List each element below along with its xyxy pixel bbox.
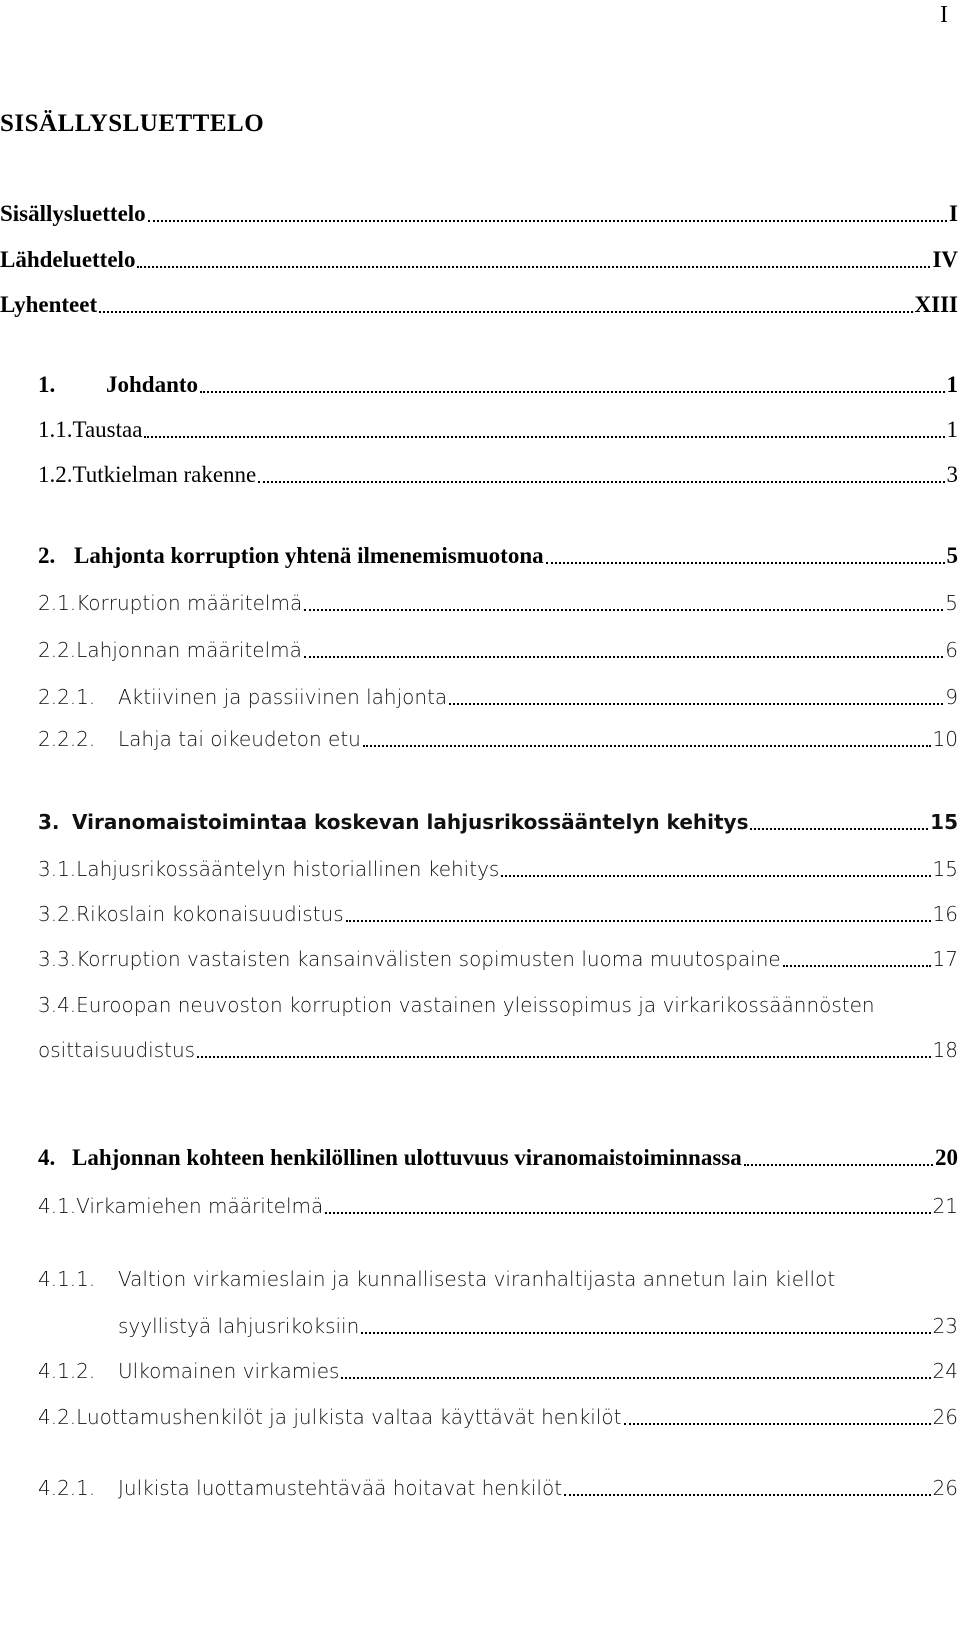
toc-entry-page: 3: [946, 462, 958, 487]
toc-entry-number: 2.2.2.: [38, 727, 96, 751]
toc-entry-3-2[interactable]: [0, 900, 958, 928]
toc-entry-page: 16: [932, 902, 958, 926]
toc-entry-number: 4.1.: [38, 1194, 77, 1218]
toc-entry-2[interactable]: [0, 542, 958, 570]
toc-entry-page: IV: [932, 247, 958, 272]
toc-entry-3-4[interactable]: [0, 991, 958, 1019]
toc-entry-text: Korruption vastaisten kansainvälisten sopimusten luoma muutospaine: [76, 947, 781, 971]
toc-leader-dots: [750, 828, 928, 830]
toc-entry-3[interactable]: [0, 808, 958, 836]
toc-entry-3-4-continued[interactable]: [0, 1036, 958, 1064]
toc-leader-dots: [363, 745, 931, 747]
toc-entry-1-2[interactable]: [0, 461, 958, 489]
toc-entry-text: Lahja tai oikeudeton etu: [118, 727, 361, 751]
toc-leader-dots: [624, 1423, 931, 1425]
toc-entry-text-continued: osittaisuudistus: [38, 1038, 196, 1062]
toc-entry-text: Lahjonnan määritelmä: [76, 638, 302, 662]
toc-entry-lyhenteet[interactable]: [0, 291, 958, 319]
toc-entry-number: 2.2.1.: [38, 685, 96, 709]
toc-entry-4[interactable]: [0, 1144, 958, 1172]
toc-entry-number: 1.: [38, 372, 56, 397]
toc-entry-4-2-1[interactable]: [0, 1474, 958, 1502]
toc-entry-sisallysluettelo[interactable]: [0, 200, 958, 228]
toc-leader-dots: [148, 220, 947, 222]
toc-entry-4-1-1[interactable]: [0, 1265, 958, 1293]
toc-leader-dots: [197, 1056, 930, 1058]
toc-entry-3-1[interactable]: [0, 855, 958, 883]
toc-entry-4-1-2[interactable]: [0, 1357, 958, 1385]
toc-leader-dots: [346, 920, 931, 922]
toc-leader-dots: [341, 1377, 930, 1379]
toc-entry-page: 26: [932, 1405, 958, 1429]
toc-leader-dots: [258, 481, 944, 483]
toc-leader-dots: [564, 1494, 931, 1496]
toc-entry-page: XIII: [914, 292, 958, 317]
toc-entry-text: Euroopan neuvoston korruption vastainen yleissopimus ja virkarikossäännösten: [76, 993, 875, 1017]
toc-entry-number: 3.4.: [38, 993, 77, 1017]
toc-entry-page: 5: [946, 543, 958, 568]
toc-entry-number: 3.: [38, 810, 60, 834]
toc-entry-number: 2.2.: [38, 638, 77, 662]
toc-entry-text: Luottamushenkilöt ja julkista valtaa käyttävät henkilöt: [76, 1405, 622, 1429]
toc-entry-text: Korruption määritelmä: [76, 591, 303, 615]
toc-entry-page: 15: [932, 857, 958, 881]
toc-entry-page: 10: [932, 727, 958, 751]
toc-leader-dots: [200, 391, 944, 393]
toc-entry-4-1[interactable]: [0, 1192, 958, 1220]
page-number: I: [940, 2, 948, 28]
toc-entry-number: 3.1.: [38, 857, 77, 881]
toc-entry-2-2-2[interactable]: [0, 725, 958, 753]
toc-entry-2-2-1[interactable]: [0, 683, 958, 711]
toc-entry-2-2[interactable]: [0, 636, 958, 664]
toc-entry-1-1[interactable]: [0, 416, 958, 444]
toc-leader-dots: [325, 1212, 930, 1214]
toc-leader-dots: [546, 562, 945, 564]
toc-entry-page: 20: [935, 1145, 958, 1170]
toc-heading: SISÄLLYSLUETTELO: [0, 110, 265, 137]
toc-entry-text: Lahjonnan kohteen henkilöllinen ulottuvuus viranomaistoiminnassa: [72, 1145, 742, 1170]
toc-entry-page: 6: [945, 638, 958, 662]
toc-entry-text-continued: syyllistyä lahjusrikoksiin: [118, 1314, 360, 1338]
toc-leader-dots: [783, 965, 931, 967]
toc-entry-text: Lähdeluettelo: [0, 247, 136, 272]
toc-leader-dots: [501, 875, 930, 877]
toc-entry-text: Viranomaistoimintaa koskevan lahjusrikossääntelyn kehitys: [72, 810, 749, 834]
toc-entry-number: 2.: [38, 543, 56, 568]
toc-entry-3-3[interactable]: [0, 945, 958, 973]
toc-entry-2-1[interactable]: [0, 589, 958, 617]
toc-leader-dots: [144, 436, 944, 438]
toc-entry-text: Lyhenteet: [0, 292, 98, 317]
toc-leader-dots: [361, 1332, 930, 1334]
toc-entry-page: 15: [930, 810, 958, 834]
toc-entry-text: Virkamiehen määritelmä: [76, 1194, 324, 1218]
toc-entry-number: 3.2.: [38, 902, 77, 926]
toc-entry-number: 1.1.: [38, 417, 73, 442]
toc-entry-page: 23: [932, 1314, 958, 1338]
toc-entry-number: 4.: [38, 1145, 56, 1170]
toc-entry-page: 5: [945, 591, 958, 615]
toc-entry-page: 26: [932, 1476, 958, 1500]
toc-entry-number: 4.2.: [38, 1405, 77, 1429]
toc-entry-text: Valtion virkamieslain ja kunnallisesta viranhaltijasta annetun lain kiellot: [118, 1267, 836, 1291]
toc-entry-text: Sisällysluettelo: [0, 201, 146, 226]
toc-entry-text: Rikoslain kokonaisuudistus: [76, 902, 344, 926]
toc-entry-page: 1: [946, 372, 958, 397]
toc-entry-text: Aktiivinen ja passiivinen lahjonta: [118, 685, 448, 709]
toc-entry-number: 4.1.1.: [38, 1267, 96, 1291]
toc-entry-text: Taustaa: [72, 417, 143, 442]
toc-entry-page: 1: [946, 417, 958, 442]
toc-entry-text: Julkista luottamustehtävää hoitavat henkilöt: [118, 1476, 563, 1500]
toc-entry-page: 24: [932, 1359, 958, 1383]
toc-entry-1[interactable]: [0, 371, 958, 399]
toc-entry-number: 4.1.2.: [38, 1359, 96, 1383]
toc-leader-dots: [304, 609, 943, 611]
toc-entry-number: 1.2.: [38, 462, 73, 487]
toc-entry-text: Tutkielman rakenne: [72, 462, 257, 487]
toc-leader-dots: [744, 1164, 933, 1166]
toc-entry-page: 9: [945, 685, 958, 709]
toc-entry-number: 3.3.: [38, 947, 77, 971]
toc-entry-page: 17: [932, 947, 958, 971]
toc-entry-lahdeluettelo[interactable]: [0, 246, 958, 274]
toc-leader-dots: [137, 266, 930, 268]
toc-entry-4-2[interactable]: [0, 1403, 958, 1431]
toc-leader-dots: [449, 703, 943, 705]
toc-leader-dots: [304, 656, 943, 658]
toc-entry-text: Lahjonta korruption yhtenä ilmenemismuotona: [74, 543, 544, 568]
toc-entry-number: 2.1.: [38, 591, 77, 615]
toc-leader-dots: [99, 311, 912, 313]
toc-entry-text: Johdanto: [106, 372, 199, 397]
toc-entry-text: Lahjusrikossääntelyn historiallinen kehitys: [76, 857, 500, 881]
toc-entry-text: Ulkomainen virkamies: [118, 1359, 340, 1383]
toc-entry-page: 21: [932, 1194, 958, 1218]
toc-entry-page: I: [949, 201, 958, 226]
toc-entry-number: 4.2.1.: [38, 1476, 96, 1500]
toc-entry-page: 18: [932, 1038, 958, 1062]
toc-entry-4-1-1-continued[interactable]: [0, 1312, 958, 1340]
